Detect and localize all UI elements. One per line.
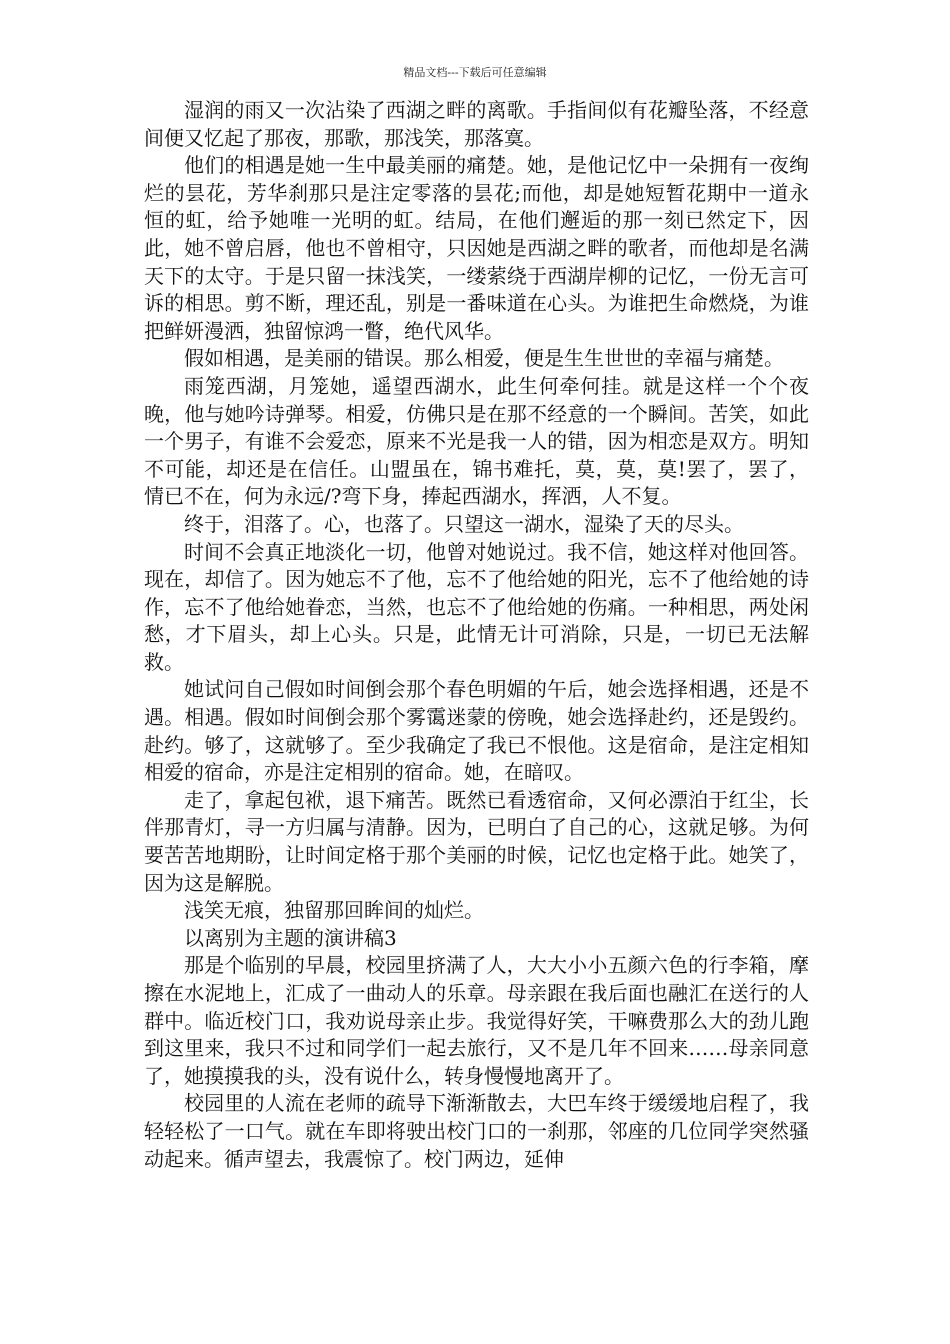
paragraph-6: 时间不会真正地淡化一切，他曾对她说过。我不信，她这样对他回答。现在，却信了。因为她忘不了他，忘不了他给她的阳光，忘不了他给她的诗作，忘不了他给她眷恋，当然，也忘不了他给她的伤痛。一种相思，两处闲愁，才下眉头，却上心头。只是，此情无计可消除，只是，一切已无法解救。	[144, 539, 809, 674]
paragraph-7: 她试问自己假如时间倒会那个春色明媚的午后，她会选择相遇，还是不遇。相遇。假如时间倒会那个雾霭迷蒙的傍晚，她会选择赴约，还是毁约。赴约。够了，这就够了。至少我确定了我已不恨他。这是宿命，是注定相知相爱的宿命，亦是注定相别的宿命。她，在暗叹。	[144, 677, 809, 785]
page-header: 精品文档---下载后可任意编辑	[403, 66, 547, 79]
paragraph-3: 假如相遇，是美丽的错误。那么相爱，便是生生世世的幸福与痛楚。	[184, 346, 784, 371]
paragraph-8: 走了，拿起包袱，退下痛苦。既然已看透宿命，又何必漂泊于红尘，长伴那青灯，寻一方归属与清静。因为，已明白了自己的心，这就足够。为何要苦苦地期盼，让时间定格于那个美丽的时候，记忆也定格于此。她笑了，因为这是解脱。	[144, 787, 809, 895]
section-heading: 以离别为主题的演讲稿3	[184, 925, 397, 950]
paragraph-2: 他们的相遇是她一生中最美丽的痛楚。她，是他记忆中一朵拥有一夜绚烂的昙花，芳华刹那只是注定零落的昙花;而他，却是她短暂花期中一道永恒的虹，给予她唯一光明的虹。结局，在他们邂逅的那一刻已然定下，因此，她不曾启唇，他也不曾相守，只因她是西湖之畔的歌者，而他却是名满天下的太守。于是只留一抹浅笑，一缕萦绕于西湖岸柳的记忆，一份无言可诉的相思。剪不断，理还乱，别是一番味道在心头。为谁把生命燃烧，为谁把鲜妍漫洒，独留惊鸿一瞥，绝代风华。	[144, 153, 809, 343]
paragraph-9: 浅笑无痕，独留那回眸间的灿烂。	[184, 898, 484, 923]
paragraph-5: 终于，泪落了。心，也落了。只望这一湖水，湿染了天的尽头。	[184, 511, 744, 536]
paragraph-4: 雨笼西湖，月笼她，遥望西湖水，此生何牵何挂。就是这样一个个夜晚，他与她吟诗弹琴。相爱，仿佛只是在那不经意的一个瞬间。苦笑，如此一个男子，有谁不会爱恋，原来不光是我一人的错，因为相恋是双方。明知不可能，却还是在信任。山盟虽在，锦书难托，莫，莫，莫!罢了，罢了，情已不在，何为永远/?弯下身，捧起西湖水，挥洒，人不复。	[144, 373, 809, 509]
paragraph-11: 校园里的人流在老师的疏导下渐渐散去，大巴车终于缓缓地启程了，我轻轻松了一口气。就在车即将驶出校门口的一刹那，邻座的几位同学突然骚动起来。循声望去，我震惊了。校门两边，延伸	[144, 1091, 809, 1171]
document-body	[144, 97, 809, 1173]
paragraph-10: 那是个临别的早晨，校园里挤满了人，大大小小五颜六色的行李箱，摩擦在水泥地上，汇成了一曲动人的乐章。母亲跟在我后面也融汇在送行的人群中。临近校门口，我劝说母亲止步。我觉得好笑，干嘛费那么大的劲儿跑到这里来，我只不过和同学们一起去旅行，又不是几年不回来……母亲同意了，她摸摸我的头，没有说什么，转身慢慢地离开了。	[144, 953, 809, 1088]
paragraph-1: 湿润的雨又一次沾染了西湖之畔的离歌。手指间似有花瓣坠落，不经意间便又忆起了那夜，那歌，那浅笑，那落寞。	[144, 98, 809, 150]
